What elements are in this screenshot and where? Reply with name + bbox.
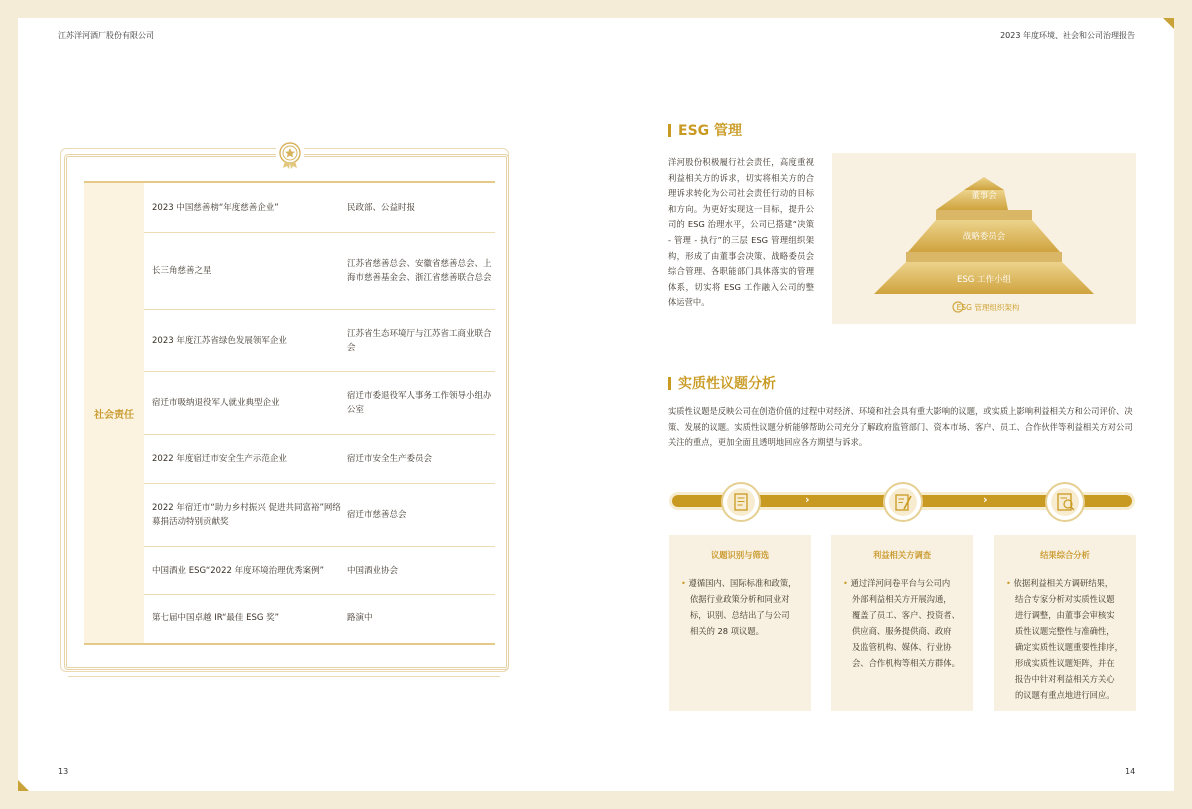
step-card-analysis (994, 535, 1136, 711)
honor-name: 长三角慈善之星 (152, 266, 212, 276)
honor-name: 2023 年度江苏省绿色发展领军企业 (152, 335, 287, 346)
survey-pen-icon (883, 482, 923, 522)
pyramid-caption: ESG 管理组织架构 (956, 303, 1020, 312)
honor-name: 2023 中国慈善榜“年度慈善企业” (152, 202, 279, 213)
honor-name: 2022 年宿迁市“助力乡村振兴 促进共同富裕”网络募捐活动特别贡献奖 (152, 503, 341, 527)
table-row (144, 435, 495, 484)
step-line: 标，识别、总结出了与公司 (690, 610, 790, 620)
table-row (144, 233, 495, 310)
step-line: 相关的 28 项议题。 (690, 626, 764, 636)
materiality-title-text: 实质性议题分析 (678, 376, 776, 392)
table-row (144, 310, 495, 372)
step-line: 遵循国内、国际标准和政策， (688, 578, 797, 588)
step-line: 及监管机构、媒体、行业协 (852, 642, 952, 652)
step-title: 结果综合分析 (1040, 550, 1090, 560)
table-row (144, 484, 495, 547)
analysis-report-icon (1045, 482, 1085, 522)
step-card-identify (669, 535, 811, 711)
title-bar (668, 377, 671, 390)
bullet-dot: • (843, 578, 848, 588)
header-report-title: 2023 年度环境、社会和公司治理报告 (1000, 31, 1135, 40)
step-body (1006, 575, 1123, 703)
esg-title-text: ESG 管理 (678, 123, 743, 139)
step-line: 外部利益相关方开展沟通， (852, 594, 952, 604)
honors-table (84, 181, 495, 645)
step-line: 通过洋河问卷平台与公司内 (850, 578, 951, 588)
honor-issuer: 江苏省慈善总会、安徽省慈善总会、上海市慈善基金会、浙江省慈善联合总会 (347, 259, 492, 283)
document-list-icon (721, 482, 761, 522)
honor-issuer: 路演中 (347, 613, 373, 623)
esg-pyramid-panel (832, 153, 1136, 324)
esg-pyramid (832, 153, 1136, 324)
page-number-right: 14 (1125, 767, 1136, 776)
table-row (144, 183, 495, 233)
honor-issuer: 中国酒业协会 (347, 565, 399, 576)
header-company: 江苏洋河酒厂股份有限公司 (58, 31, 154, 40)
pyramid-level-3: ESG 工作小组 (956, 275, 1012, 285)
bullet-dot: • (681, 578, 686, 588)
step-title: 议题识别与筛选 (710, 550, 770, 560)
step-body (843, 575, 960, 671)
table-row (144, 595, 495, 641)
step-line: 会、合作机构等相关方群体。 (852, 658, 960, 668)
pyramid-level-2: 战略委员会 (962, 232, 1006, 242)
page-number-left: 13 (58, 767, 69, 776)
step-line: 结合专家分析对实质性议题 (1015, 594, 1115, 604)
table-row (144, 547, 495, 595)
esg-paragraph: 洋河股份积极履行社会责任，高度重视利益相关方的诉求，切实将相关方的合理诉求转化为公司社会责任行动的目标和方向。为更好实现这一目标，提升公司的 ESG 治理水平，公司已搭建“决策 - 管理 - 执行”的三层 ESG 管理组织架构，形成了由董事会决策、战略委员会综合管理、各职能部门具体落实的管理体系，切实将 ESG 工作融入公司的整体运营中。 (668, 157, 814, 308)
medal-icon (276, 140, 304, 170)
corner-accent-top-right (1163, 18, 1174, 29)
table-frame-base (68, 676, 500, 681)
honor-issuer: 宿迁市慈善总会 (347, 510, 407, 520)
step-line: 质性议题完整性与准确性， (1015, 626, 1115, 636)
step-line: 确定实质性议题重要性排序， (1015, 642, 1123, 652)
step-line: 的议题有重点地进行回应。 (1015, 690, 1115, 700)
title-bar (668, 124, 671, 137)
category-cell: 社会责任 (84, 183, 144, 643)
step-card-survey (831, 535, 973, 711)
step-title: 利益相关方调查 (872, 550, 932, 560)
honor-issuer: 江苏省生态环境厅与江苏省工商业联合会 (347, 328, 492, 353)
bullet-dot: • (1006, 578, 1011, 588)
honor-issuer: 宿迁市安全生产委员会 (347, 454, 433, 464)
corner-accent-bottom-left (18, 780, 29, 791)
table-row (144, 372, 495, 435)
honor-name: 第七届中国卓越 IR“最佳 ESG 奖” (152, 613, 280, 623)
step-line: 形成实质性议题矩阵，并在 (1015, 658, 1115, 668)
honor-name: 宿迁市吸纳退役军人就业典型企业 (152, 398, 280, 408)
honor-name: 2022 年度宿迁市安全生产示范企业 (152, 454, 287, 464)
step-line: 覆盖了员工、客户、投资者、 (852, 610, 960, 620)
materiality-section-title (668, 373, 776, 393)
honor-name: 中国酒业 ESG“2022 年度环境治理优秀案例” (152, 565, 325, 576)
esg-section-title (668, 120, 742, 140)
materiality-intro: 实质性议题是反映公司在创造价值的过程中对经济、环境和社会具有重大影响的议题，或实质上影响利益相关方和公司评价、决策、发展的议题。实质性议题分析能够帮助公司充分了解政府监管部门、资本市场、客户、员工、合作伙伴等利益相关方对公司关注的重点，更加全面且透明地回应各方期望与诉求。 (668, 406, 1133, 448)
arrow-right-icon: › (983, 493, 988, 506)
pyramid-level-1: 董事会 (971, 191, 997, 201)
step-body (681, 575, 796, 639)
step-line: 进行调整，由董事会审核实 (1015, 610, 1115, 620)
honor-issuer: 民政部、公益时报 (347, 202, 416, 213)
arrow-right-icon: › (805, 493, 810, 506)
honor-issuer: 宿迁市委退役军人事务工作领导小组办公室 (347, 391, 492, 415)
step-line: 依据行业政策分析和同业对 (690, 594, 790, 604)
step-line: 供应商、服务提供商、政府 (852, 626, 952, 636)
step-line: 依据利益相关方调研结果， (1013, 578, 1114, 588)
step-line: 报告中针对利益相关方关心 (1015, 674, 1115, 684)
